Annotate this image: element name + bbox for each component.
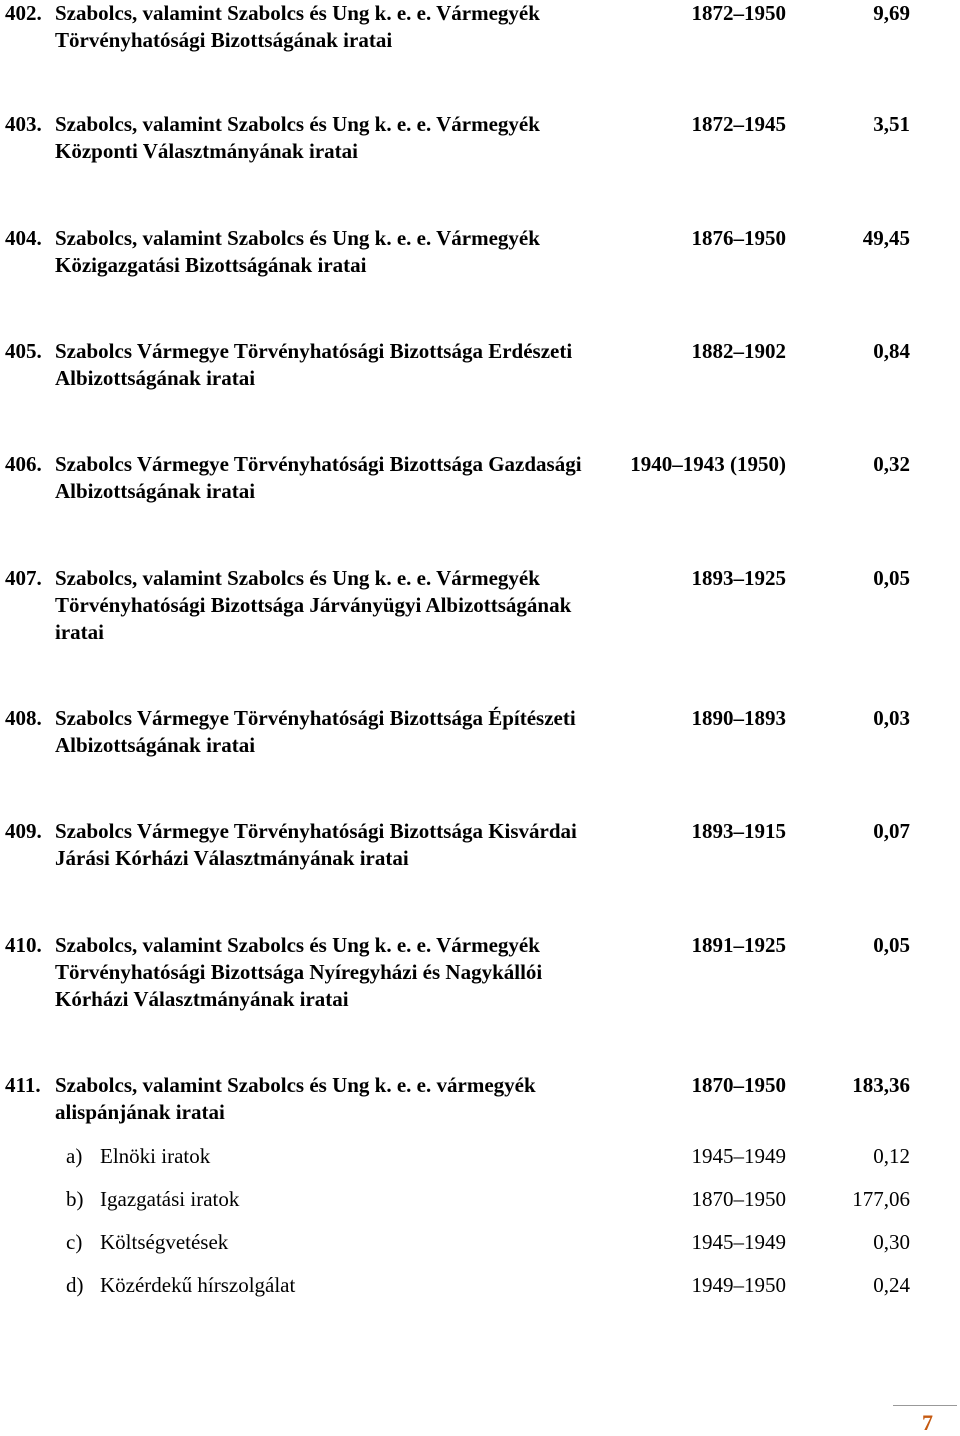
subitem-label: Költségvetések [100,1230,229,1254]
subitem-size: 0,24 [873,1273,910,1297]
subitem-years: 1945–1949 [691,1144,786,1168]
entry-years: 1940–1943 (1950) [630,452,786,476]
entry-number: 408. [5,706,42,730]
entry-number: 404. [5,226,42,250]
entry-title: Szabolcs Vármegye Törvényhatósági Bizottsága Erdészeti Albizottságának iratai [55,339,573,390]
entry-number: 402. [5,1,42,25]
entry-size: 0,84 [873,339,910,363]
subitem-label: Igazgatási iratok [100,1187,240,1211]
subitem-letter: c) [66,1230,83,1254]
entry-size: 0,05 [873,566,910,590]
entry-title: Szabolcs, valamint Szabolcs és Ung k. e. e. Vármegyék Közigazgatási Bizottságának iratai [55,226,540,277]
entry-number: 405. [5,339,42,363]
footer-divider [893,1405,957,1406]
entry-title: Szabolcs, valamint Szabolcs és Ung k. e. e. Vármegyék Törvényhatósági Bizottsága Nyíregyházi és Nagykállói Kórházi Választmányának iratai [55,933,543,1011]
entry-years: 1882–1902 [691,339,786,363]
entry-title: Szabolcs, valamint Szabolcs és Ung k. e. e. Vármegyék Központi Választmányának iratai [55,112,540,163]
entry-size: 0,03 [873,706,910,730]
subitem-letter: d) [66,1273,84,1297]
subitem-label: Elnöki iratok [100,1144,211,1168]
entry-number: 410. [5,933,42,957]
entry-size: 49,45 [862,226,910,250]
subitem-years: 1945–1949 [691,1230,786,1254]
subitem-years: 1949–1950 [691,1273,786,1297]
entry-years: 1893–1915 [691,819,786,843]
entry-size: 9,69 [873,1,910,25]
entry-number: 403. [5,112,42,136]
entry-years: 1872–1945 [691,112,786,136]
entry-size: 0,32 [873,452,910,476]
entry-number: 409. [5,819,42,843]
subitem-size: 177,06 [852,1187,910,1211]
entry-years: 1872–1950 [691,1,786,25]
entry-size: 0,07 [873,819,910,843]
entry-number: 406. [5,452,42,476]
entry-size: 183,36 [852,1073,910,1097]
page-number: 7 [922,1410,933,1435]
entry-years: 1870–1950 [691,1073,786,1097]
subitem-size: 0,12 [873,1144,910,1168]
subitem-letter: a) [66,1144,83,1168]
entry-years: 1893–1925 [691,566,786,590]
entry-title: Szabolcs Vármegye Törvényhatósági Bizottsága Kisvárdai Járási Kórházi Választmányának iratai [55,819,577,870]
entry-title: Szabolcs Vármegye Törvényhatósági Bizottsága Gazdasági Albizottságának iratai [55,452,582,503]
subitem-years: 1870–1950 [691,1187,786,1211]
entry-title: Szabolcs Vármegye Törvényhatósági Bizottsága Építészeti Albizottságának iratai [55,706,576,757]
subitem-size: 0,30 [873,1230,910,1254]
entry-number: 411. [5,1073,41,1097]
subitem-label: Közérdekű hírszolgálat [100,1273,296,1297]
entry-years: 1891–1925 [691,933,786,957]
entry-size: 0,05 [873,933,910,957]
entry-years: 1890–1893 [691,706,786,730]
entry-size: 3,51 [873,112,910,136]
entry-title: Szabolcs, valamint Szabolcs és Ung k. e. e. vármegyék alispánjának iratai [55,1073,536,1124]
entry-number: 407. [5,566,42,590]
entry-title: Szabolcs, valamint Szabolcs és Ung k. e. e. Vármegyék Törvényhatósági Bizottsága Járványügyi Albizottságának iratai [55,566,572,644]
entry-years: 1876–1950 [691,226,786,250]
entry-title: Szabolcs, valamint Szabolcs és Ung k. e. e. Vármegyék Törvényhatósági Bizottságának iratai [55,1,540,52]
subitem-letter: b) [66,1187,84,1211]
